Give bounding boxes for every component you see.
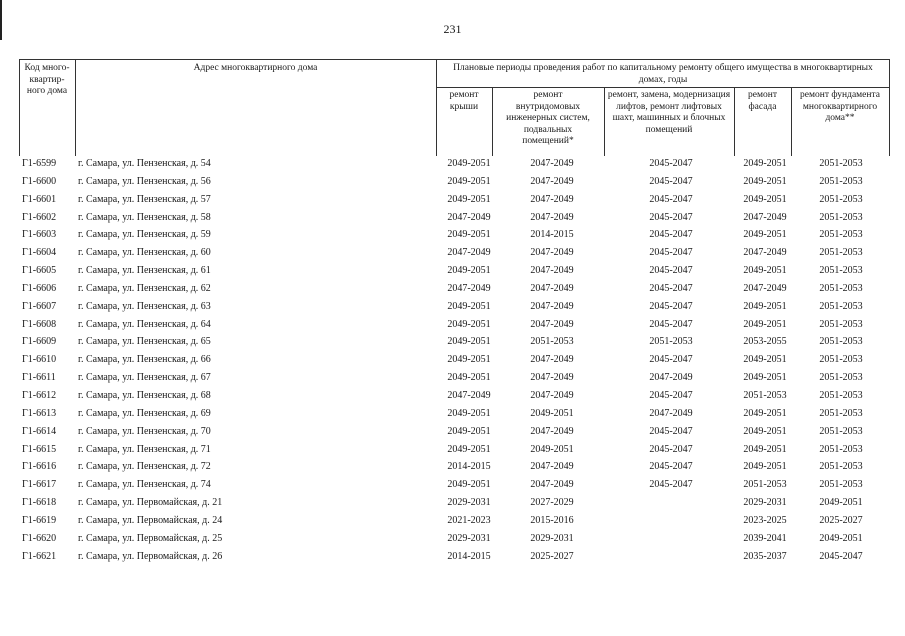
- cell-roof: 2049-2051: [447, 407, 491, 419]
- cell-address: г. Самара, ул. Пензенская, д. 68: [78, 389, 211, 401]
- cell-roof: 2047-2049: [447, 211, 491, 223]
- table-row: [0, 512, 905, 530]
- cell-engineering: 2047-2049: [530, 354, 574, 366]
- cell-facade: 2049-2051: [743, 354, 787, 366]
- cell-address: г. Самара, ул. Пензенская, д. 60: [78, 247, 211, 259]
- cell-code: Г1-6617: [22, 479, 57, 491]
- cell-address: г. Самара, ул. Пензенская, д. 66: [78, 354, 211, 366]
- cell-facade: 2039-2041: [743, 532, 787, 544]
- cell-lifts: 2047-2049: [649, 372, 693, 384]
- cell-foundation: 2051-2053: [819, 247, 863, 259]
- cell-address: г. Самара, ул. Первомайская, д. 24: [78, 514, 223, 526]
- cell-engineering: 2015-2016: [530, 514, 574, 526]
- header-periods: Плановые периоды проведения работ по капитальному ремонту общего имущества в многоквартирных домах, годы: [453, 63, 873, 85]
- cell-engineering: 2047-2049: [530, 300, 574, 312]
- cell-address: г. Самара, ул. Пензенская, д. 56: [78, 175, 211, 187]
- cell-address: г. Самара, ул. Пензенская, д. 67: [78, 372, 211, 384]
- cell-foundation: 2051-2053: [819, 461, 863, 473]
- table-row: [0, 173, 905, 191]
- cell-code: Г1-6610: [22, 354, 57, 366]
- cell-roof: 2049-2051: [447, 300, 491, 312]
- table-row: [0, 226, 905, 244]
- cell-engineering: 2047-2049: [530, 247, 574, 259]
- cell-engineering: 2029-2031: [530, 532, 574, 544]
- cell-roof: 2049-2051: [447, 425, 491, 437]
- cell-roof: 2047-2049: [447, 389, 491, 401]
- cell-engineering: 2047-2049: [530, 389, 574, 401]
- cell-foundation: 2049-2051: [819, 497, 863, 509]
- cell-code: Г1-6619: [22, 514, 57, 526]
- cell-address: г. Самара, ул. Пензенская, д. 72: [78, 461, 211, 473]
- header-facade: ремонт фасада: [748, 90, 777, 112]
- table-row: [0, 387, 905, 405]
- cell-code: Г1-6599: [22, 158, 57, 169]
- cell-lifts: 2051-2053: [649, 336, 693, 348]
- header-engineering: ремонт внутридомовых инженерных систем, подвальных помещений*: [506, 90, 590, 146]
- cell-lifts: 2047-2049: [649, 407, 693, 419]
- cell-address: г. Самара, ул. Пензенская, д. 71: [78, 443, 211, 455]
- cell-foundation: 2051-2053: [819, 211, 863, 223]
- table-row: [0, 155, 905, 173]
- cell-engineering: 2047-2049: [530, 425, 574, 437]
- cell-lifts: 2045-2047: [649, 443, 693, 455]
- cell-lifts: 2045-2047: [649, 300, 693, 312]
- cell-code: Г1-6616: [22, 461, 57, 473]
- cell-address: г. Самара, ул. Пензенская, д. 70: [78, 425, 211, 437]
- cell-code: Г1-6615: [22, 443, 57, 455]
- cell-code: Г1-6612: [22, 389, 57, 401]
- cell-foundation: 2051-2053: [819, 229, 863, 241]
- cell-code: Г1-6608: [22, 318, 57, 330]
- cell-code: Г1-6618: [22, 497, 57, 509]
- table-row: [0, 191, 905, 209]
- cell-lifts: 2045-2047: [649, 282, 693, 294]
- cell-code: Г1-6614: [22, 425, 57, 437]
- cell-code: Г1-6601: [22, 193, 57, 205]
- cell-facade: 2049-2051: [743, 158, 787, 169]
- cell-roof: 2014-2015: [447, 461, 491, 473]
- cell-lifts: 2045-2047: [649, 247, 693, 259]
- header-foundation: ремонт фундамента многоквартирного дома**: [800, 90, 880, 123]
- cell-address: г. Самара, ул. Первомайская, д. 25: [78, 532, 223, 544]
- cell-facade: 2047-2049: [743, 211, 787, 223]
- cell-foundation: 2051-2053: [819, 300, 863, 312]
- cell-address: г. Самара, ул. Пензенская, д. 74: [78, 479, 211, 491]
- cell-foundation: 2051-2053: [819, 282, 863, 294]
- table-row: [0, 262, 905, 280]
- cell-foundation: 2051-2053: [819, 389, 863, 401]
- cell-facade: 2049-2051: [743, 229, 787, 241]
- cell-lifts: 2045-2047: [649, 193, 693, 205]
- cell-engineering: 2049-2051: [530, 407, 574, 419]
- header-lifts: ремонт, замена, модернизация лифтов, ремонт лифтовых шахт, машинных и блочных помещений: [607, 90, 731, 135]
- cell-code: Г1-6602: [22, 211, 57, 223]
- cell-engineering: 2047-2049: [530, 461, 574, 473]
- table-row: [0, 209, 905, 227]
- table-row: [0, 458, 905, 476]
- cell-facade: 2049-2051: [743, 265, 787, 277]
- cell-roof: 2049-2051: [447, 336, 491, 348]
- cell-engineering: 2027-2029: [530, 497, 574, 509]
- cell-foundation: 2051-2053: [819, 443, 863, 455]
- cell-engineering: 2047-2049: [530, 193, 574, 205]
- cell-facade: 2029-2031: [743, 497, 787, 509]
- cell-code: Г1-6600: [22, 175, 57, 187]
- cell-foundation: 2051-2053: [819, 372, 863, 384]
- table-row: [0, 423, 905, 441]
- cell-engineering: 2047-2049: [530, 372, 574, 384]
- cell-facade: 2049-2051: [743, 407, 787, 419]
- cell-lifts: 2045-2047: [649, 354, 693, 366]
- header-code: Код много-квартир-ного дома: [24, 63, 70, 96]
- cell-roof: 2049-2051: [447, 318, 491, 330]
- table-row: [0, 405, 905, 423]
- cell-lifts: 2045-2047: [649, 318, 693, 330]
- cell-foundation: 2051-2053: [819, 265, 863, 277]
- cell-roof: 2049-2051: [447, 175, 491, 187]
- cell-facade: 2047-2049: [743, 247, 787, 259]
- cell-facade: 2047-2049: [743, 282, 787, 294]
- table-row: [0, 476, 905, 494]
- cell-engineering: 2051-2053: [530, 336, 574, 348]
- cell-roof: 2049-2051: [447, 265, 491, 277]
- table-row: [0, 333, 905, 351]
- header-subdivider: [436, 87, 890, 88]
- cell-roof: 2049-2051: [447, 229, 491, 241]
- cell-engineering: 2047-2049: [530, 158, 574, 169]
- cell-lifts: 2045-2047: [649, 175, 693, 187]
- cell-engineering: 2047-2049: [530, 265, 574, 277]
- cell-address: г. Самара, ул. Первомайская, д. 26: [78, 550, 223, 562]
- table-row: [0, 351, 905, 369]
- cell-engineering: 2047-2049: [530, 479, 574, 491]
- cell-roof: 2047-2049: [447, 282, 491, 294]
- cell-roof: 2049-2051: [447, 158, 491, 169]
- cell-address: г. Самара, ул. Пензенская, д. 65: [78, 336, 211, 348]
- table-row: [0, 369, 905, 387]
- cell-foundation: 2051-2053: [819, 336, 863, 348]
- cell-code: Г1-6611: [22, 372, 56, 384]
- cell-address: г. Самара, ул. Пензенская, д. 61: [78, 265, 211, 277]
- cell-lifts: 2045-2047: [649, 158, 693, 169]
- cell-facade: 2049-2051: [743, 372, 787, 384]
- cell-facade: 2049-2051: [743, 318, 787, 330]
- cell-code: Г1-6605: [22, 265, 57, 277]
- cell-code: Г1-6607: [22, 300, 57, 312]
- cell-foundation: 2025-2027: [819, 514, 863, 526]
- cell-facade: 2049-2051: [743, 461, 787, 473]
- cell-lifts: 2045-2047: [649, 265, 693, 277]
- cell-engineering: 2025-2027: [530, 550, 574, 562]
- cell-facade: 2049-2051: [743, 175, 787, 187]
- table-row: [0, 494, 905, 512]
- cell-foundation: 2045-2047: [819, 550, 863, 562]
- cell-roof: 2021-2023: [447, 514, 491, 526]
- table-row: [0, 298, 905, 316]
- cell-facade: 2049-2051: [743, 300, 787, 312]
- cell-facade: 2049-2051: [743, 425, 787, 437]
- cell-engineering: 2014-2015: [530, 229, 574, 241]
- cell-code: Г1-6621: [22, 550, 57, 562]
- cell-foundation: 2051-2053: [819, 158, 863, 169]
- cell-facade: 2049-2051: [743, 193, 787, 205]
- cell-roof: 2029-2031: [447, 532, 491, 544]
- page-number: 231: [443, 22, 462, 36]
- cell-roof: 2014-2015: [447, 550, 491, 562]
- cell-engineering: 2047-2049: [530, 175, 574, 187]
- cell-code: Г1-6620: [22, 532, 57, 544]
- cell-foundation: 2049-2051: [819, 532, 863, 544]
- cell-address: г. Самара, ул. Пензенская, д. 62: [78, 282, 211, 294]
- cell-facade: 2049-2051: [743, 443, 787, 455]
- cell-foundation: 2051-2053: [819, 175, 863, 187]
- cell-engineering: 2047-2049: [530, 211, 574, 223]
- cell-engineering: 2049-2051: [530, 443, 574, 455]
- cell-facade: 2051-2053: [743, 479, 787, 491]
- header-address: Адрес многоквартирного дома: [193, 63, 318, 73]
- cell-lifts: 2045-2047: [649, 229, 693, 241]
- cell-address: г. Самара, ул. Пензенская, д. 58: [78, 211, 211, 223]
- cell-address: г. Самара, ул. Пензенская, д. 54: [78, 158, 211, 169]
- table-row: [0, 548, 905, 566]
- cell-roof: 2029-2031: [447, 497, 491, 509]
- cell-address: г. Самара, ул. Пензенская, д. 64: [78, 318, 211, 330]
- header-border-right: [889, 60, 890, 156]
- cell-facade: 2035-2037: [743, 550, 787, 562]
- table-row: [0, 441, 905, 459]
- cell-foundation: 2051-2053: [819, 318, 863, 330]
- cell-foundation: 2051-2053: [819, 193, 863, 205]
- cell-facade: 2053-2055: [743, 336, 787, 348]
- cell-engineering: 2047-2049: [530, 318, 574, 330]
- cell-foundation: 2051-2053: [819, 407, 863, 419]
- table-row: [0, 530, 905, 548]
- cell-lifts: 2045-2047: [649, 479, 693, 491]
- cell-facade: 2023-2025: [743, 514, 787, 526]
- cell-lifts: 2045-2047: [649, 461, 693, 473]
- cell-code: Г1-6613: [22, 407, 57, 419]
- cell-foundation: 2051-2053: [819, 354, 863, 366]
- cell-facade: 2051-2053: [743, 389, 787, 401]
- cell-code: Г1-6603: [22, 229, 57, 241]
- cell-lifts: 2045-2047: [649, 211, 693, 223]
- cell-roof: 2049-2051: [447, 479, 491, 491]
- cell-foundation: 2051-2053: [819, 479, 863, 491]
- cell-roof: 2049-2051: [447, 372, 491, 384]
- cell-roof: 2047-2049: [447, 247, 491, 259]
- header-roof: ремонт крыши: [449, 90, 479, 112]
- cell-address: г. Самара, ул. Пензенская, д. 59: [78, 229, 211, 241]
- cell-address: г. Самара, ул. Первомайская, д. 21: [78, 497, 223, 509]
- cell-foundation: 2051-2053: [819, 425, 863, 437]
- table-body: [0, 155, 905, 565]
- cell-address: г. Самара, ул. Пензенская, д. 57: [78, 193, 211, 205]
- cell-engineering: 2047-2049: [530, 282, 574, 294]
- table-row: [0, 316, 905, 334]
- cell-roof: 2049-2051: [447, 193, 491, 205]
- table-row: [0, 244, 905, 262]
- cell-lifts: 2045-2047: [649, 389, 693, 401]
- table-header: [19, 59, 890, 155]
- cell-roof: 2049-2051: [447, 443, 491, 455]
- cell-address: г. Самара, ул. Пензенская, д. 69: [78, 407, 211, 419]
- cell-roof: 2049-2051: [447, 354, 491, 366]
- cell-code: Г1-6609: [22, 336, 57, 348]
- cell-code: Г1-6604: [22, 247, 57, 259]
- cell-lifts: 2045-2047: [649, 425, 693, 437]
- table-row: [0, 280, 905, 298]
- cell-address: г. Самара, ул. Пензенская, д. 63: [78, 300, 211, 312]
- cell-code: Г1-6606: [22, 282, 57, 294]
